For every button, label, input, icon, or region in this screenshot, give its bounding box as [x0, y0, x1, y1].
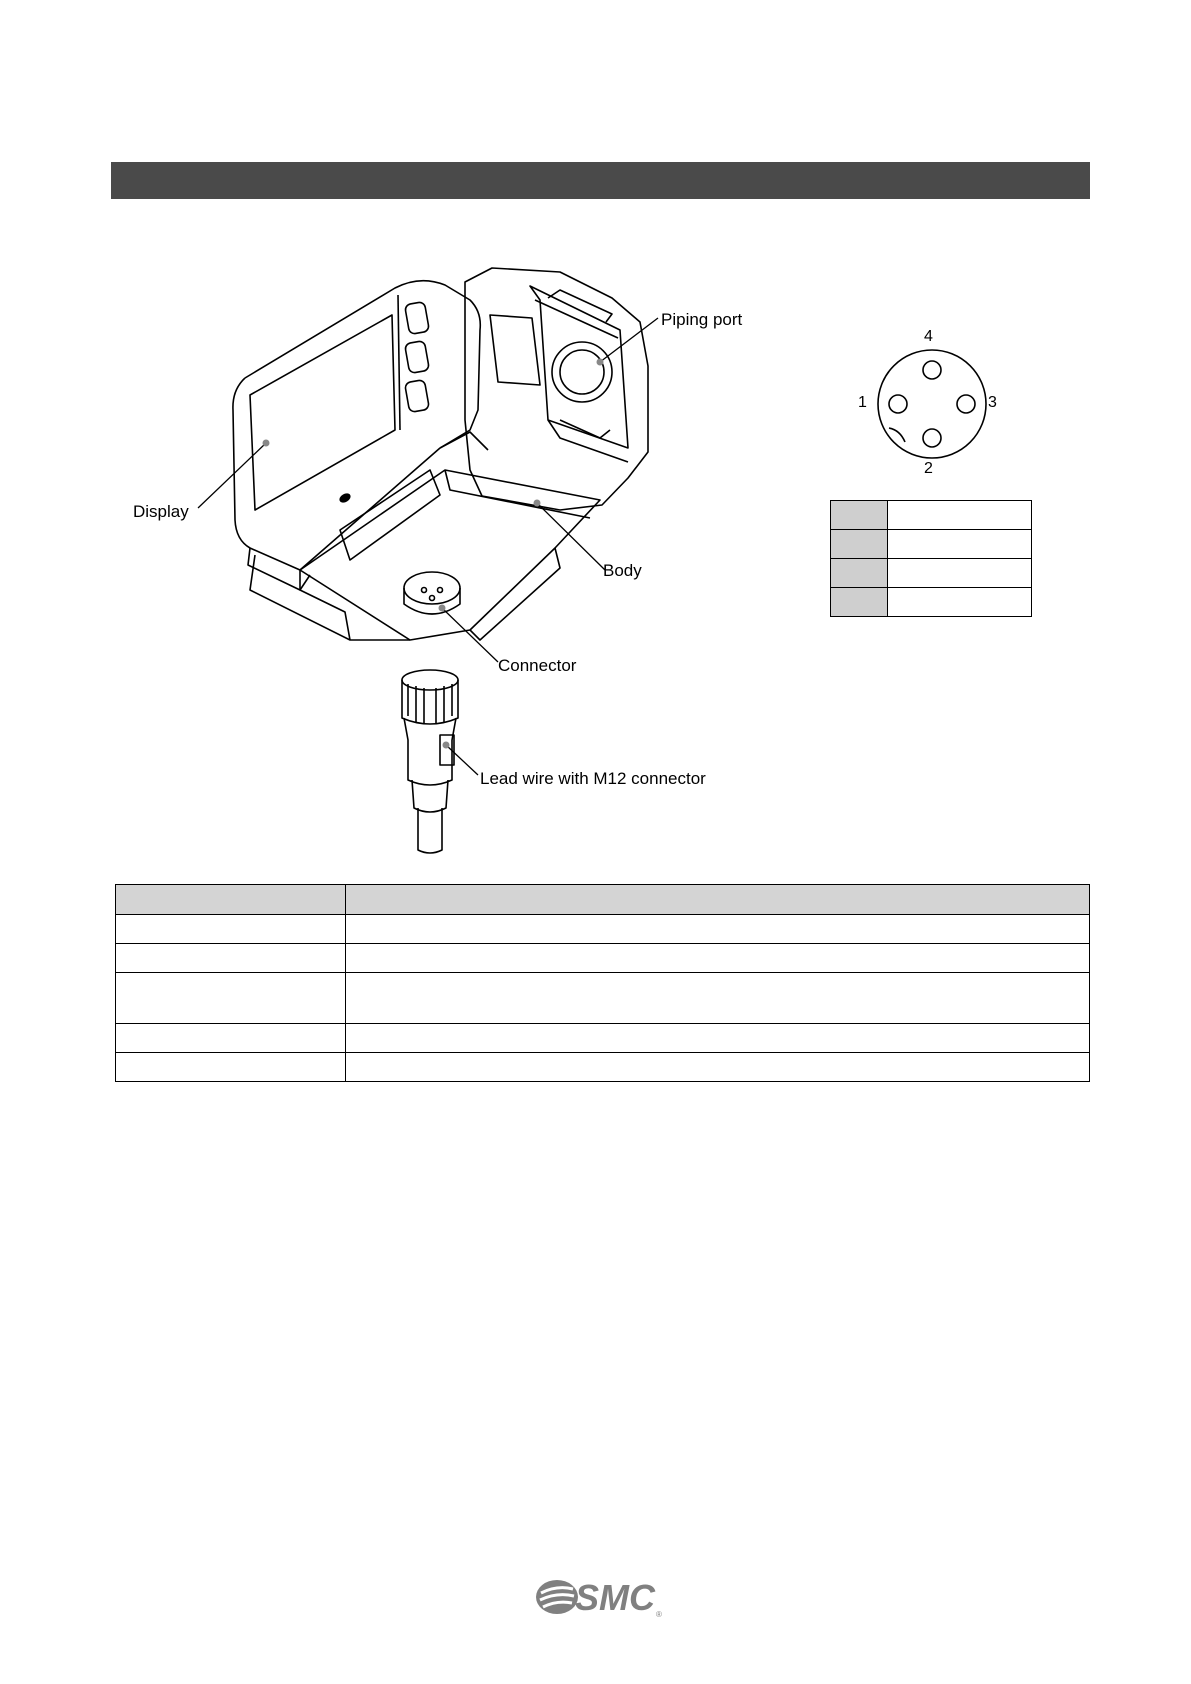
pin-4-hole	[923, 361, 941, 379]
part-desc-cell	[346, 973, 1090, 1024]
pin-number-3: 3	[988, 394, 997, 411]
pin-desc-cell	[888, 559, 1032, 588]
pin-3-hole	[957, 395, 975, 413]
registered-mark: ®	[656, 1610, 662, 1619]
parts-description-table	[115, 884, 1090, 1082]
pin-table-row	[831, 588, 1032, 617]
part-desc-cell	[346, 1053, 1090, 1082]
parts-header-description	[346, 885, 1090, 915]
pin-cell	[831, 501, 888, 530]
pin-cell	[831, 559, 888, 588]
pin-desc-cell	[888, 501, 1032, 530]
label-connector: Connector	[498, 656, 577, 675]
pin-number-2: 2	[924, 460, 933, 477]
part-desc-cell	[346, 944, 1090, 973]
piping-block-inner-frame	[530, 286, 628, 448]
part-desc-cell	[346, 915, 1090, 944]
pin-desc-cell	[888, 588, 1032, 617]
pin-desc-cell	[888, 530, 1032, 559]
parts-header-part	[116, 885, 346, 915]
label-lead-wire: Lead wire with M12 connector	[480, 769, 706, 788]
pin-assignment-table	[830, 500, 1032, 617]
smc-logo-text: SMC	[575, 1577, 655, 1618]
part-desc-cell	[346, 1024, 1090, 1053]
part-name-cell	[116, 973, 346, 1024]
label-body: Body	[603, 561, 642, 580]
m12-pin-layout	[878, 350, 986, 458]
pin-number-1: 1	[858, 394, 867, 411]
part-name-cell	[116, 915, 346, 944]
housing-top	[245, 281, 480, 448]
part-name-cell	[116, 1024, 346, 1053]
table-row	[116, 1024, 1090, 1053]
lead-wire-drawing	[402, 670, 458, 853]
pin-2-hole	[923, 429, 941, 447]
table-row	[116, 915, 1090, 944]
part-name-cell	[116, 1053, 346, 1082]
table-row	[116, 973, 1090, 1024]
parts-table-header-row	[116, 885, 1090, 915]
piping-port-hole	[552, 342, 612, 402]
pin-number-4: 4	[924, 328, 933, 345]
pin-table-row	[831, 559, 1032, 588]
table-row	[116, 1053, 1090, 1082]
part-name-cell	[116, 944, 346, 973]
smc-logo	[535, 1573, 665, 1621]
pin-cell	[831, 530, 888, 559]
display-screen	[250, 315, 395, 510]
label-display: Display	[133, 502, 189, 521]
connector-socket	[404, 572, 460, 604]
table-row	[116, 944, 1090, 973]
pin-table-row	[831, 501, 1032, 530]
pin-cell	[831, 588, 888, 617]
pin-face-outline	[878, 350, 986, 458]
label-piping-port: Piping port	[661, 310, 743, 329]
pin-table-row	[831, 530, 1032, 559]
pin-1-hole	[889, 395, 907, 413]
